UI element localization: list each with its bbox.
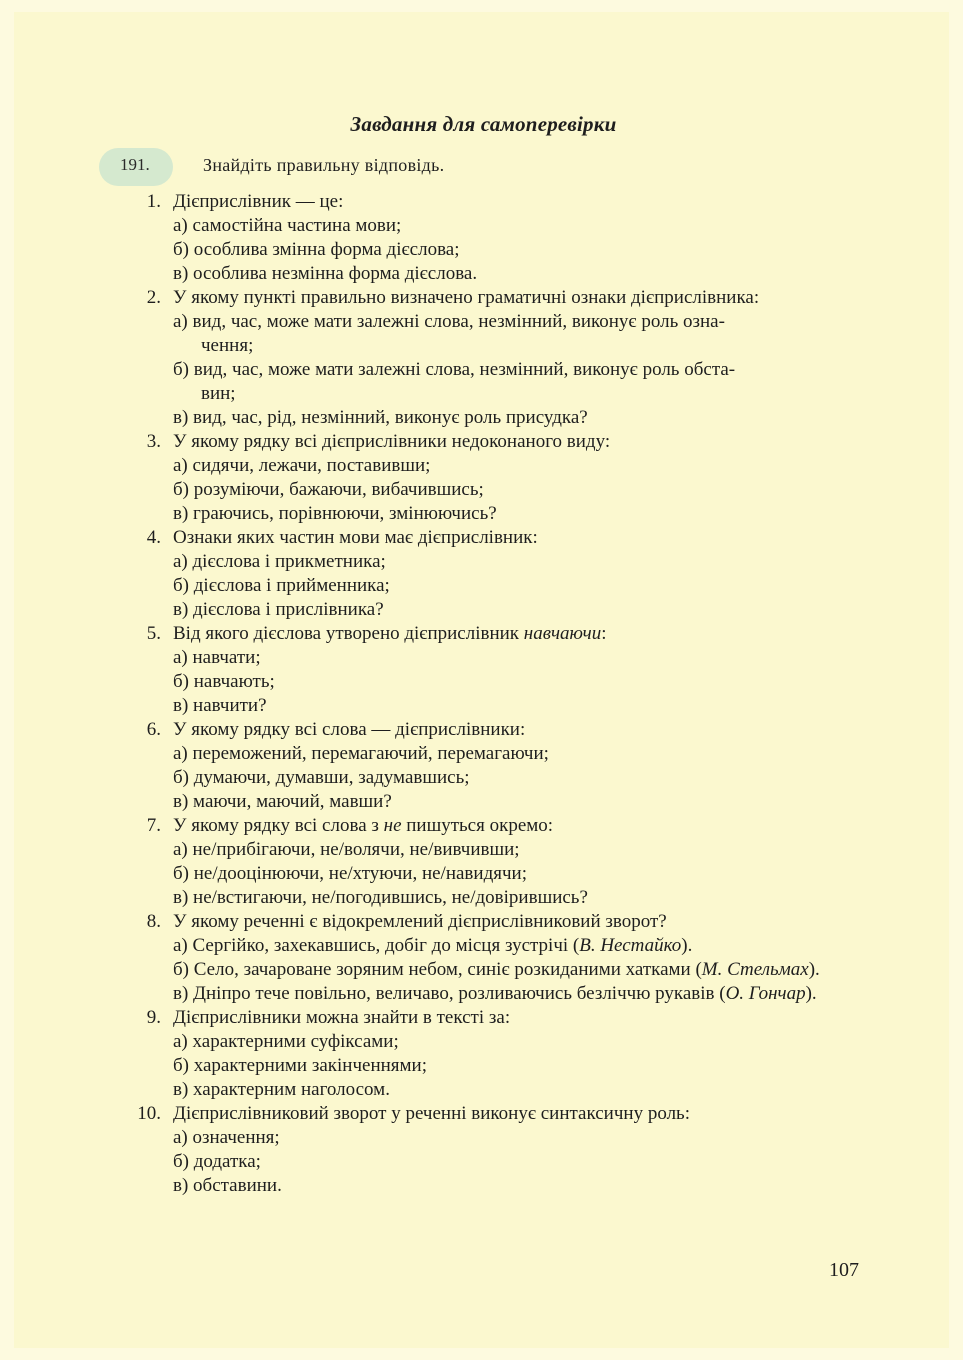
option-b: б) розуміючи, бажаючи, вибачившись; — [173, 479, 484, 500]
question-text: Дієприслівник — це: — [173, 191, 344, 212]
option-a: а) навчати; — [173, 647, 261, 668]
question-9 — [132, 1006, 863, 1102]
option-c — [173, 982, 863, 1006]
question-number: 10. — [137, 1103, 161, 1124]
page-number: 107 — [829, 1259, 859, 1281]
question-1 — [132, 190, 863, 286]
option-a-author: В. Нестайко — [579, 935, 682, 956]
question-number: 3. — [146, 431, 161, 452]
question-10 — [132, 1102, 863, 1198]
question-text — [173, 622, 863, 646]
question-list — [132, 190, 863, 1198]
question-5 — [132, 622, 863, 718]
option-c-text: в) Дніпро тече повільно, величаво, розливаючись безліччю рукавів ( — [173, 983, 726, 1004]
option-b: б) думаючи, думавши, задумавшись; — [173, 767, 470, 788]
task-prompt: Знайдіть правильну відповідь. — [203, 155, 445, 175]
question-text: У якому пункті правильно визначено граматичні ознаки дієприслівника: — [173, 287, 760, 308]
question-number: 8. — [146, 911, 161, 932]
option-c-end: ). — [805, 983, 817, 1004]
question-text: У якому рядку всі слова — дієприслівники: — [173, 719, 526, 740]
question-text — [173, 814, 863, 838]
option-c: в) дієслова і прислівника? — [173, 599, 384, 620]
task-number-badge: 191. — [99, 148, 173, 186]
option-b-end: ). — [808, 959, 820, 980]
option-a: а) означення; — [173, 1127, 280, 1148]
option-a: а) переможений, перемагаючий, перемагаючи; — [173, 743, 549, 764]
question-number: 6. — [146, 719, 161, 740]
highlighted-word: не — [383, 815, 402, 836]
question-number: 5. — [146, 623, 161, 644]
question-text: Дієприслівники можна знайти в тексті за: — [173, 1007, 511, 1028]
option-a-continuation: чення; — [201, 335, 254, 356]
option-c: в) навчити? — [173, 695, 267, 716]
option-b: б) вид, час, може мати залежні слова, незмінний, виконує роль обста- — [173, 359, 736, 380]
option-c: в) обставини. — [173, 1175, 282, 1196]
option-b: б) додатка; — [173, 1151, 261, 1172]
option-b-continuation: вин; — [201, 383, 236, 404]
question-text: Ознаки яких частин мови має дієприслівник: — [173, 527, 538, 548]
option-b: б) навчають; — [173, 671, 275, 692]
question-text: У якому реченні є відокремлений дієприслівниковий зворот? — [173, 911, 667, 932]
option-c: в) особлива незмінна форма дієслова. — [173, 263, 478, 284]
option-b-author: М. Стельмах — [701, 959, 809, 980]
question-text: Дієприслівниковий зворот у реченні виконує синтаксичну роль: — [173, 1103, 690, 1124]
option-b — [173, 958, 863, 982]
option-a: а) сидячи, лежачи, поставивши; — [173, 455, 431, 476]
option-a-text: а) Сергійко, захекавшись, добіг до місця зустрічі ( — [173, 935, 580, 956]
option-b: б) не/дооцінюючи, не/хтуючи, не/навидячи; — [173, 863, 527, 884]
question-4 — [132, 526, 863, 622]
question-3 — [132, 430, 863, 526]
question-text-end: пишуться окремо: — [401, 815, 554, 836]
option-c: в) не/встигаючи, не/погодившись, не/довірившись? — [173, 887, 588, 908]
question-2 — [132, 286, 863, 430]
question-number: 1. — [146, 191, 161, 212]
option-a-end: ). — [681, 935, 693, 956]
question-number: 7. — [146, 815, 161, 836]
option-a — [173, 934, 863, 958]
option-c-author: О. Гончар — [725, 983, 806, 1004]
option-c: в) характерним наголосом. — [173, 1079, 390, 1100]
highlighted-word: навчаючи — [523, 623, 602, 644]
question-number: 2. — [146, 287, 161, 308]
question-text-start: Від якого дієслова утворено дієприслівник — [173, 623, 524, 644]
option-b-text: б) Село, зачароване зоряним небом, синіє розкиданими хатками ( — [173, 959, 702, 980]
option-c: в) граючись, порівнюючи, змінюючись? — [173, 503, 497, 524]
option-a: а) самостійна частина мови; — [173, 215, 402, 236]
option-b: б) характерними закінченнями; — [173, 1055, 428, 1076]
question-text-start: У якому рядку всі слова з — [173, 815, 384, 836]
question-text: У якому рядку всі дієприслівники недоконаного виду: — [173, 431, 611, 452]
option-b: б) особлива змінна форма дієслова; — [173, 239, 460, 260]
question-8 — [132, 910, 863, 1006]
question-number: 4. — [146, 527, 161, 548]
option-b: б) дієслова і прийменника; — [173, 575, 390, 596]
option-a: а) вид, час, може мати залежні слова, незмінний, виконує роль озна- — [173, 311, 725, 332]
section-title: Завдання для самоперевірки — [350, 112, 617, 136]
question-7 — [132, 814, 863, 910]
option-a: а) характерними суфіксами; — [173, 1031, 399, 1052]
option-c: в) вид, час, рід, незмінний, виконує роль присудка? — [173, 407, 588, 428]
option-c: в) маючи, маючий, мавши? — [173, 791, 392, 812]
question-6 — [132, 718, 863, 814]
question-number: 9. — [146, 1007, 161, 1028]
option-a: а) не/прибігаючи, не/волячи, не/вивчивши; — [173, 839, 520, 860]
question-text-end: : — [601, 623, 607, 644]
option-a: а) дієслова і прикметника; — [173, 551, 386, 572]
